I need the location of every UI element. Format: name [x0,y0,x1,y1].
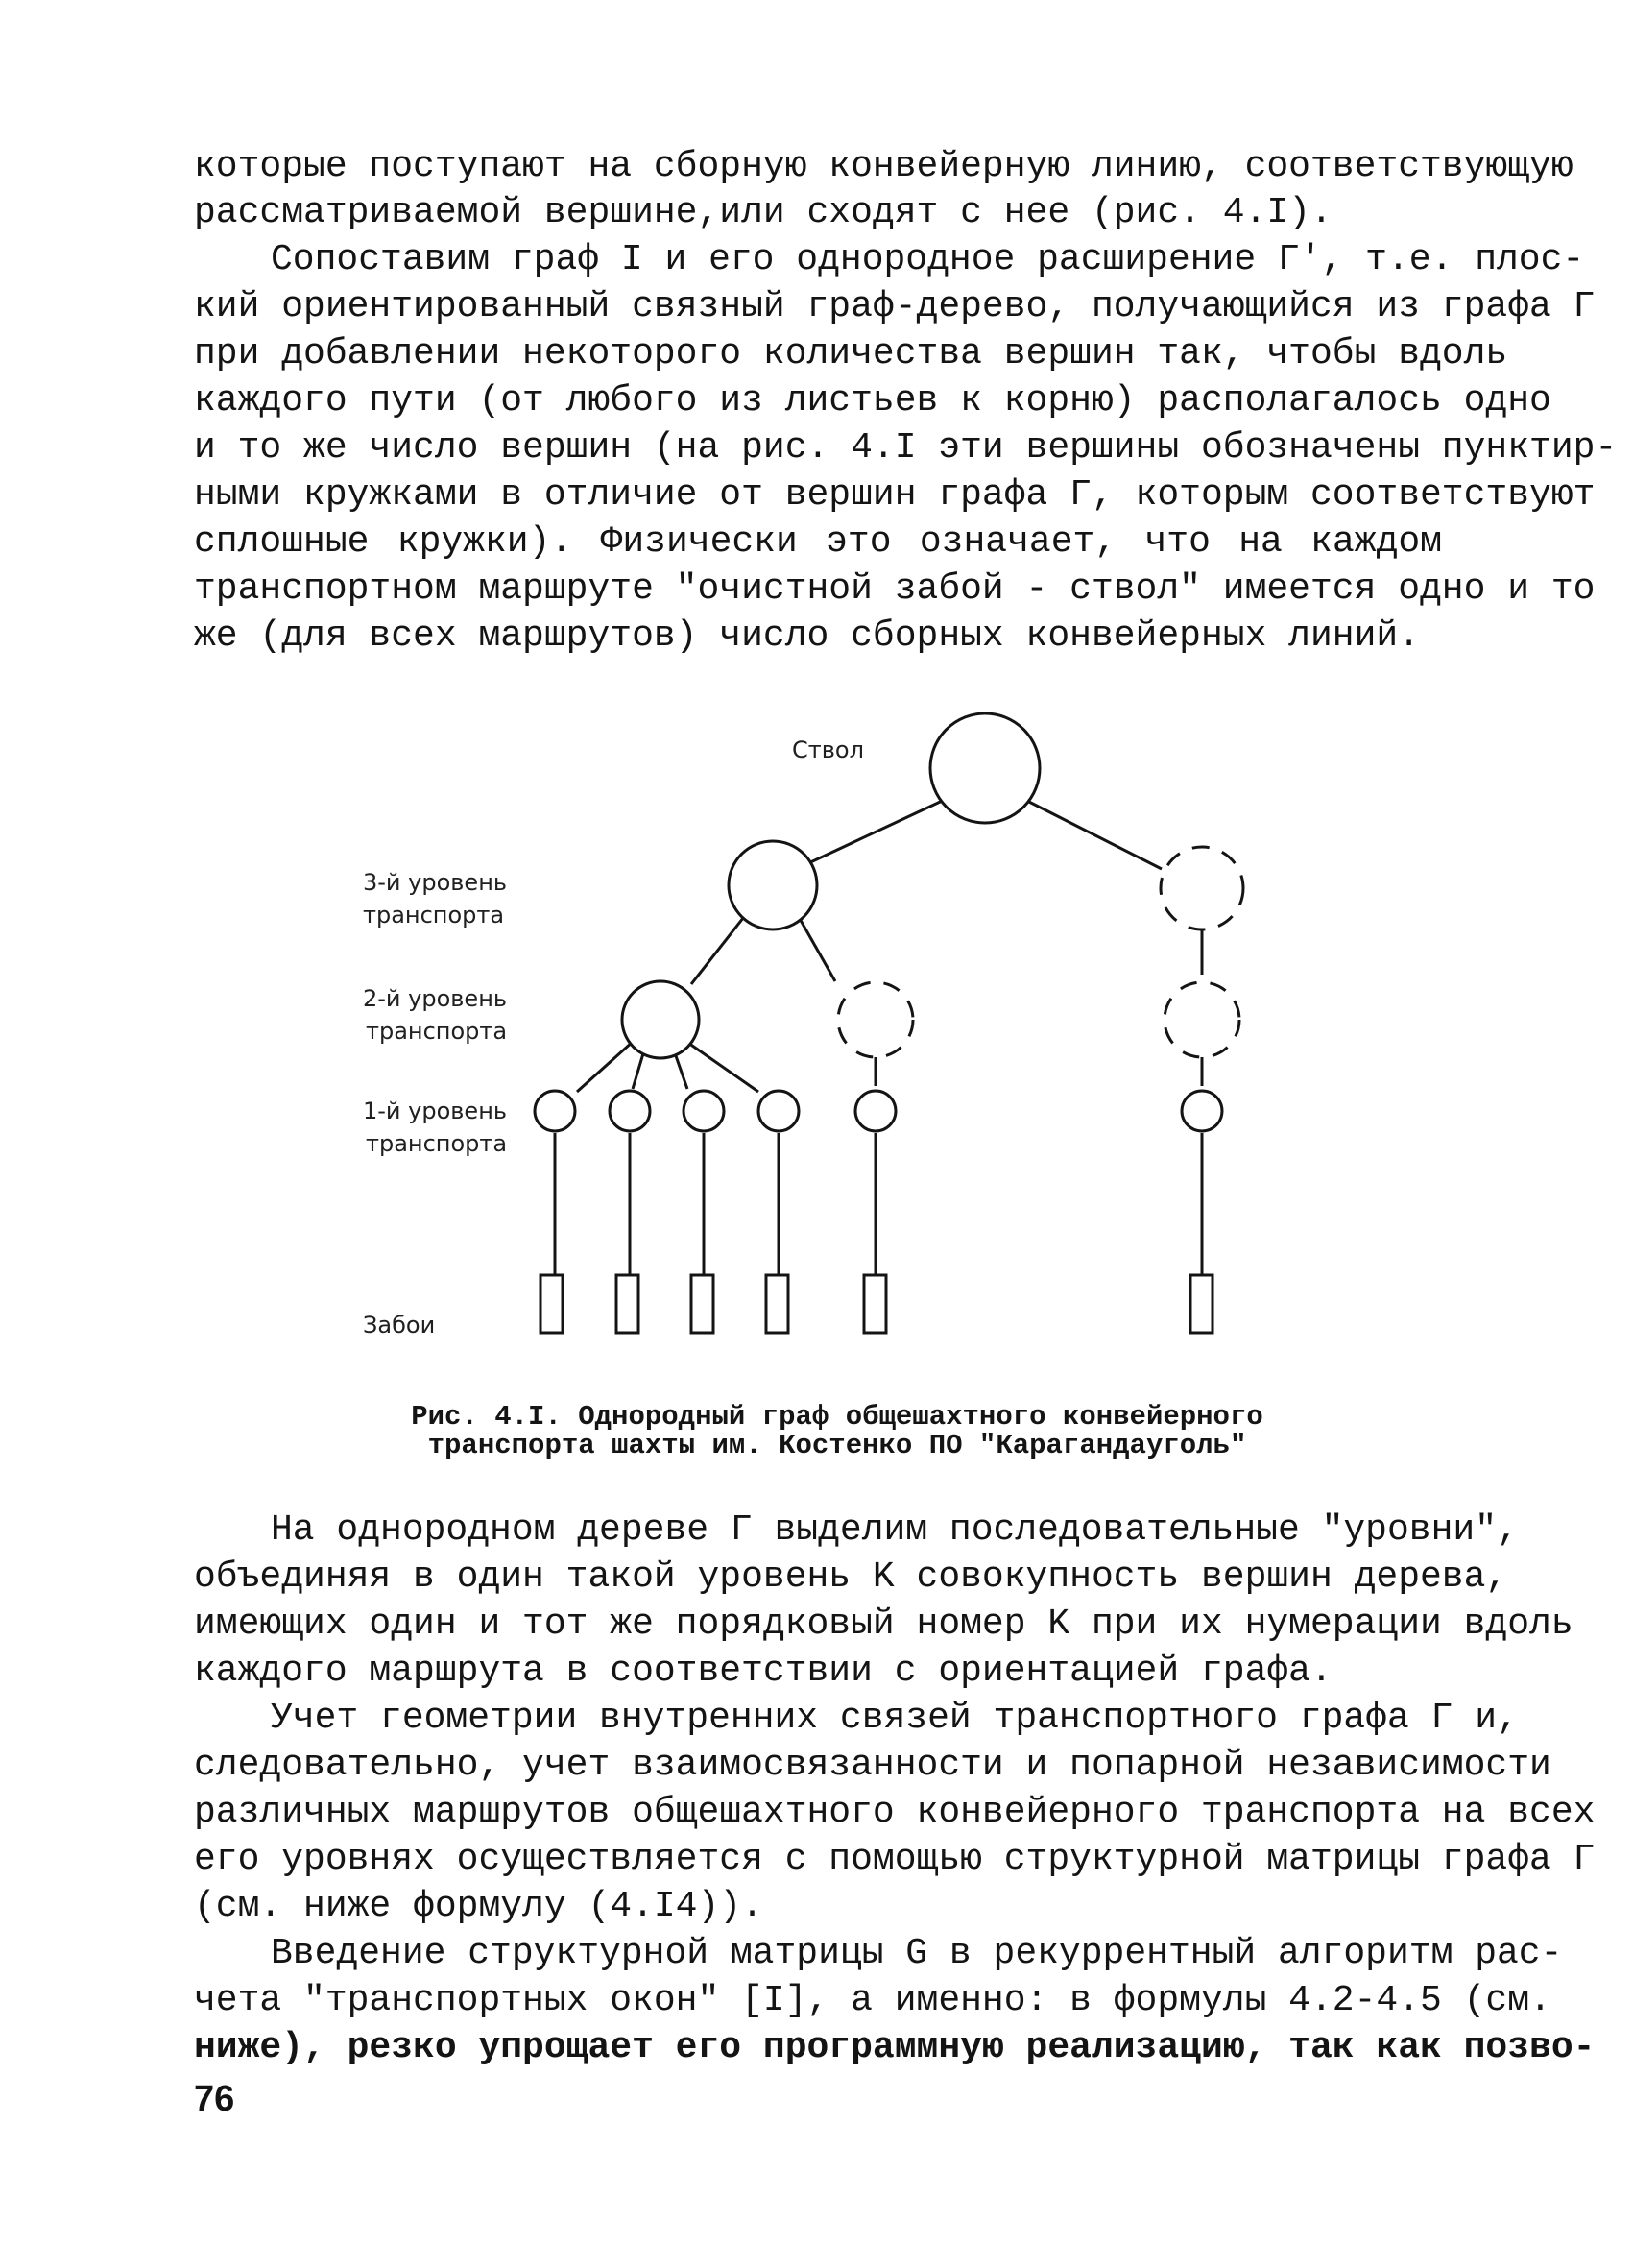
level2-node-solid [622,981,699,1058]
paragraph-1-line-1: которые поступают на сборную конвейерную линию, соответствующую [194,146,1573,187]
figure-caption-line-1: Рис. 4.I. Однородный граф общешахтного конвейерного [411,1401,1263,1433]
paragraph-3-line-2: объединяя в один такой уровень K совокупность вершин дерева, [194,1556,1508,1598]
level3-node-solid [729,841,817,929]
paragraph-2-line-5: и то же число вершин (на рис. 4.I эти вершины обозначены пунктир- [194,427,1618,469]
face-rect-5 [864,1275,886,1333]
level3-label-line-2: транспорта [363,902,505,929]
edge-l2-to-l1-a [577,1041,634,1092]
face-rect-4 [766,1275,788,1333]
level1-node-2 [610,1091,650,1131]
paragraph-2-line-3: при добавлении некоторого количества вершин так, чтобы вдоль [194,333,1508,374]
root-label: Ствол [792,736,864,763]
edge-root-to-l3-solid [806,797,950,864]
level3-label-line-1: 3-й уровень [363,869,508,896]
level1-node-1 [535,1091,575,1131]
figure-caption-line-2: транспорта шахты им. Костенко ПО "Карагандауголь" [427,1430,1247,1461]
paragraph-3-line-3: имеющих один и тот же порядковый номер K при их нумерации вдоль [194,1604,1573,1645]
paragraph-2-line-7: сплошные кружки). Физически это означает, что на каждом [194,521,1442,563]
level2-label-line-1: 2-й уровень [363,985,508,1012]
paragraph-1-line-2: рассматриваемой вершине,или сходят с нее (рис. 4.I). [194,192,1333,233]
paragraph-5-line-3: ниже), резко упрощает его программную реализацию, так как позво- [194,2027,1596,2068]
paragraph-4-line-3: различных маршрутов общешахтного конвейерного транспорта на всех [194,1792,1596,1833]
paragraph-4-line-4: его уровнях осуществляется с помощью структурной матрицы графа Г [194,1839,1596,1880]
page-number: 76 [194,2079,235,2119]
faces-label: Забои [363,1312,436,1339]
face-rect-1 [540,1275,563,1333]
face-rect-6 [1190,1275,1213,1333]
paragraph-4-line-1: Учет геометрии внутренних связей транспортного графа Г и, [271,1698,1519,1739]
paragraph-2-line-1: Сопоставим граф I и его однородное расширение Г', т.е. плос- [271,239,1585,280]
level1-node-4 [758,1091,799,1131]
edge-l2-to-l1-d [685,1041,758,1092]
level3-node-dashed [1161,847,1243,929]
level1-label-line-1: 1-й уровень [363,1098,508,1124]
level2-node-dashed-left [838,982,913,1057]
level1-node-3 [684,1091,724,1131]
edge-l3-to-l2-dashed [799,917,835,981]
level1-label-line-2: транспорта [366,1130,508,1157]
paragraph-4-line-5: (см. ниже формулу (4.I4)). [194,1886,763,1927]
paragraph-2-line-2: кий ориентированный связный граф-дерево, получающийся из графа Г [194,286,1596,327]
paragraph-4-line-2: следовательно, учет взаимосвязанности и попарной независимости [194,1745,1551,1786]
paragraph-3-line-1: На однородном дереве Г выделим последовательные "уровни", [271,1509,1519,1551]
paragraph-2-line-8: транспортном маршруте "очистной забой - ствол" имеется одно и то [194,568,1596,610]
level2-node-dashed-right [1165,982,1239,1057]
level1-node-6 [1182,1091,1222,1131]
paragraph-5-line-2: чета "транспортных окон" [I], а именно: в формулы 4.2-4.5 (см. [194,1980,1551,2021]
level2-label-line-2: транспорта [366,1018,508,1045]
edge-l2-to-l1-b [633,1050,644,1089]
face-rect-2 [616,1275,638,1333]
paragraph-2-line-4: каждого пути (от любого из листьев к корню) располагалось одно [194,380,1551,422]
paragraph-3-line-4: каждого маршрута в соответствии с ориентацией графа. [194,1651,1333,1692]
paragraph-2-line-6: ными кружками в отличие от вершин графа Г, которым соответствуют [194,474,1596,516]
root-node [930,713,1040,823]
edge-root-to-l3-dashed [1020,797,1162,869]
edge-l3-to-l2-solid [691,913,747,984]
paragraph-2-line-9: же (для всех маршрутов) число сборных конвейерных линий. [194,615,1421,657]
paragraph-5-line-1: Введение структурной матрицы G в рекуррентный алгоритм рас- [271,1933,1563,1974]
level1-node-5 [855,1091,896,1131]
face-rect-3 [691,1275,713,1333]
